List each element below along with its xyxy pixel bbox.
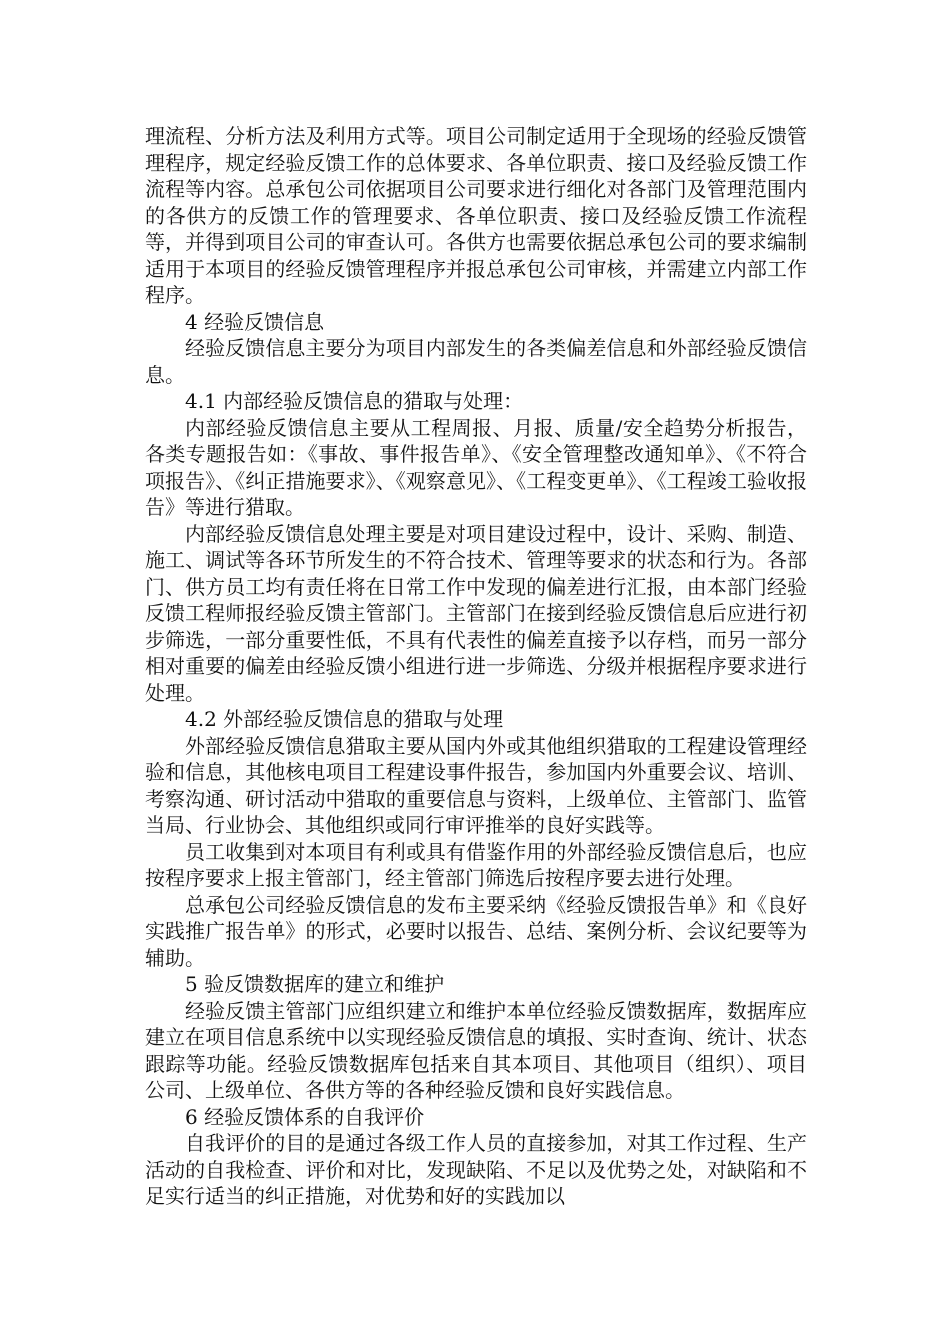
paragraph: 外部经验反馈信息猎取主要从国内外或其他组织猎取的工程建设管理经验和信息，其他核电项目工程建设事件报告，参加国内外重要会议、培训、考察沟通、研讨活动中猎取的重要信息与资料，上级单位、主管部门、监管当局、行业协会、其他组织或同行审评推举的良好实践等。 <box>145 733 807 837</box>
section-heading-6: 6 经验反馈体系的自我评价 <box>185 1104 425 1129</box>
paragraph: 自我评价的目的是通过各级工作人员的直接参加，对其工作过程、生产活动的自我检查、评价和对比，发现缺陷、不足以及优势之处，对缺陷和不足实行适当的纠正措施，对优势和好的实践加以 <box>145 1131 807 1208</box>
paragraph: 经验反馈信息主要分为项目内部发生的各类偏差信息和外部经验反馈信息。 <box>145 336 807 387</box>
section-heading-4-2: 4.2 外部经验反馈信息的猎取与处理 <box>185 707 504 731</box>
paragraph: 内部经验反馈信息处理主要是对项目建设过程中，设计、采购、制造、施工、调试等各环节所发生的不符合技术、管理等要求的状态和行为。各部门、供方员工均有责任将在日常工作中发现的偏差进行汇报，由本部门经验反馈工程师报经验反馈主管部门。主管部门在接到经验反馈信息后应进行初步筛选，一部分重要性低，不具有代表性的偏差直接予以存档，而另一部分相对重要的偏差由经验反馈小组进行进一步筛选、分级并根据程序要求进行处理。 <box>145 521 807 705</box>
section-heading-4-1: 4.1 内部经验反馈信息的猎取与处理： <box>185 389 524 413</box>
paragraph: 员工收集到对本项目有利或具有借鉴作用的外部经验反馈信息后，也应按程序要求上报主管部门，经主管部门筛选后按程序要去进行处理。 <box>145 839 807 890</box>
paragraph: 总承包公司经验反馈信息的发布主要采纳《经验反馈报告单》和《良好实践推广报告单》的形式，必要时以报告、总结、案例分析、会议纪要等为辅助。 <box>145 892 807 970</box>
paragraph-continued: 理流程、分析方法及利用方式等。项目公司制定适用于全现场的经验反馈管理程序，规定经验反馈工作的总体要求、各单位职责、接口及经验反馈工作流程等内容。总承包公司依据项目公司要求进行细化对各部门及管理范围内的各供方的反馈工作的管理要求、各单位职责、接口及经验反馈工作流程等，并得到项目公司的审查认可。各供方也需要依据总承包公司的要求编制适用于本项目的经验反馈管理程序并报总承包公司审核，并需建立内部工作程序。 <box>145 124 807 307</box>
paragraph: 经验反馈主管部门应组织建立和维护本单位经验反馈数据库，数据库应建立在项目信息系统中以实现经验反馈信息的填报、实时查询、统计、状态跟踪等功能。经验反馈数据库包括来自其本项目、其他项目（组织）、项目公司、上级单位、各供方等的各种经验反馈和良好实践信息。 <box>145 998 807 1102</box>
section-heading-4: 4 经验反馈信息 <box>185 309 325 334</box>
document-body <box>145 123 807 1210</box>
paragraph: 内部经验反馈信息主要从工程周报、月报、质量/安全趋势分析报告，各类专题报告如：《事故、事件报告单》、《安全管理整改通知单》、《不符合项报告》、《纠正措施要求》、《观察意见》、《工程变更单》、《工程竣工验收报告》等进行猎取。 <box>145 415 807 519</box>
section-heading-5: 5 验反馈数据库的建立和维护 <box>185 972 445 996</box>
